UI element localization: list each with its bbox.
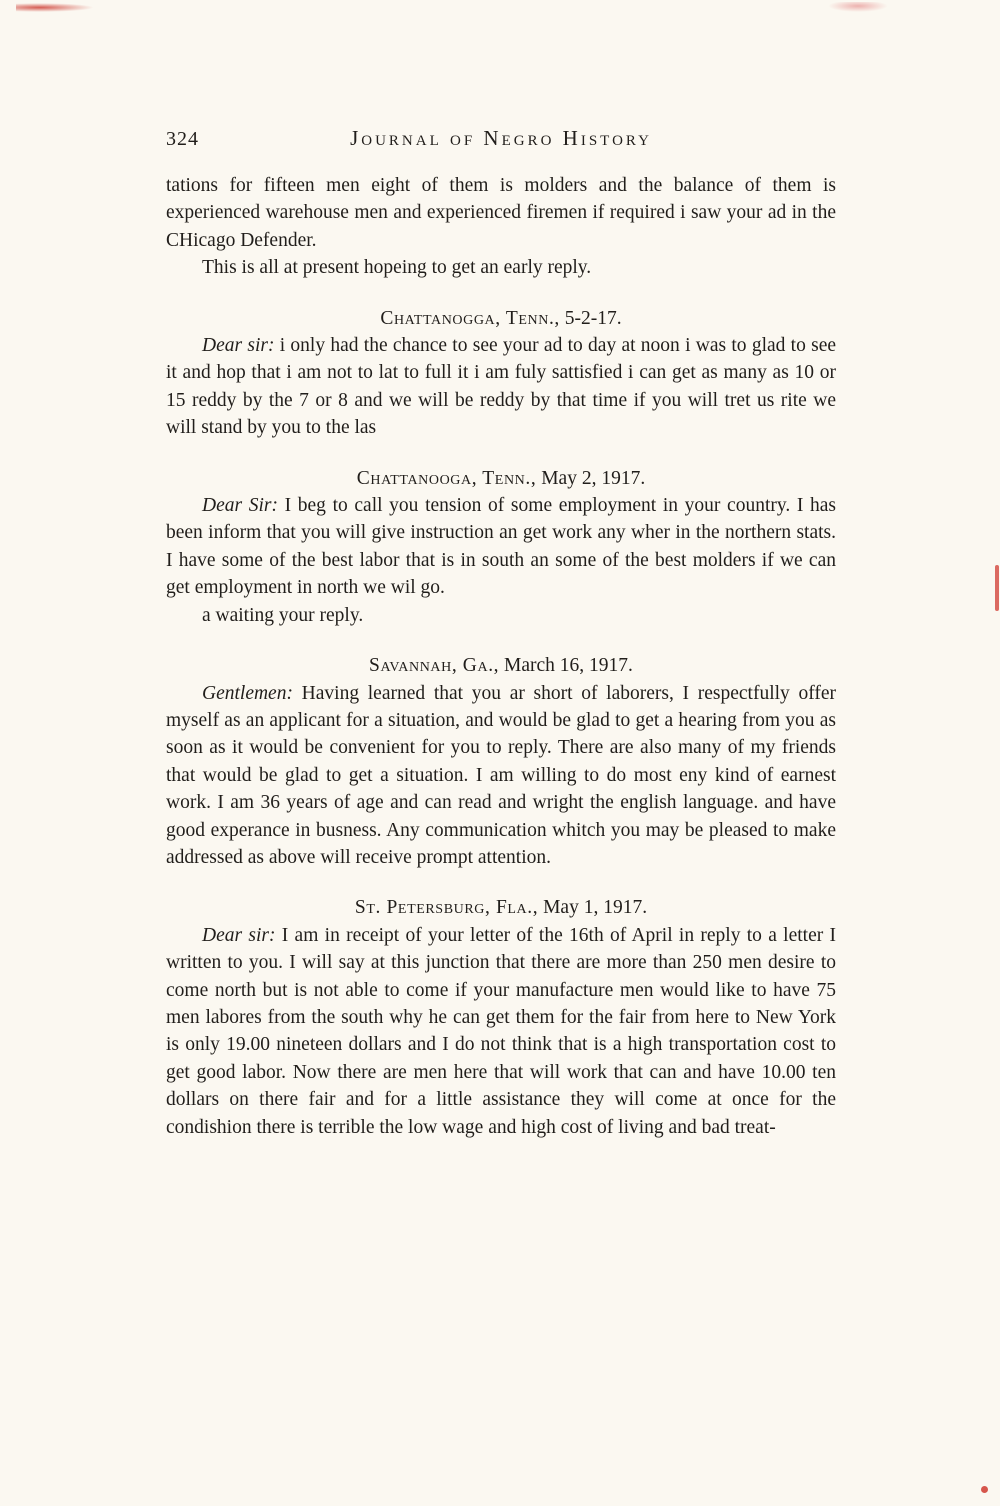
paragraph-text: a waiting your reply.	[202, 604, 364, 626]
letter-paragraph	[166, 922, 836, 1141]
page-header	[166, 126, 836, 156]
salutation: Dear sir:	[202, 924, 276, 946]
paragraph-text: i only had the chance to see your ad to day at noon i was to glad to see it and hop that i am not to lat to full it i am fuly sattisfied i can get as many as 10 or 15 reddy by the 7 or 8 and we will be reddy by that time if you will tret us rite we will stand by you to the las	[166, 335, 837, 439]
salutation: Gentlemen:	[202, 682, 293, 704]
letter-paragraph	[166, 492, 836, 602]
salutation: Dear Sir:	[202, 495, 278, 517]
letter-paragraph	[166, 602, 836, 629]
paragraph-text: I beg to call you tension of some employment in your country. I has been inform that you will give instruction an get work any wher in the northern stats. I have some of the best labor that is in south an some of the best molders if we can get employment in north we wil go.	[166, 495, 837, 599]
letter-dateline	[166, 894, 836, 921]
letter-dateline	[166, 652, 836, 679]
letter-paragraph	[166, 254, 836, 281]
running-title: Journal of Negro History	[350, 126, 652, 150]
letter-dateline	[166, 465, 836, 492]
scan-artifact-bottom-right	[981, 1486, 988, 1493]
page-number: 324	[166, 128, 199, 150]
letter-paragraph	[166, 680, 836, 872]
letters-container	[166, 172, 836, 1141]
dateline-place: St. Petersburg, Fla.,	[354, 897, 539, 919]
letter-paragraph	[166, 172, 836, 254]
dateline-date: May 1, 1917.	[538, 897, 648, 919]
paragraph-text: I am in receipt of your letter of the 16th of April in reply to a letter I written to you. I will say at this junction that there are more than 250 men desire to come north but is not able to come if your manufacture men would like to have 75 men labores from the south why he can get them for the fair from here to New York is only 19.00 nineteen dollars and I do not think that is a high transportation cost to get good labor. Now there are men here that will work that can and have 10.00 ten dollars on there fair and for a little assistance they will come at once for the condishion there is terrible the low wage and high cost of living and bad treat-	[166, 924, 836, 1138]
dateline-place: Savannah, Ga.,	[369, 655, 500, 677]
dateline-place: Chattanogga, Tenn.,	[380, 307, 560, 329]
letter-paragraph	[166, 332, 836, 442]
paragraph-text: Having learned that you ar short of laborers, I respectfully offer myself as an applicant for a situation, and would be glad to get a hearing from you as soon as it would be convenient for you to reply. There are also many of my friends that would be glad to get a situation. I am willing to do most eny kind of earnest work. I am 36 years of age and can read and wright the english language. and have good experance in busness. Any communication whitch you may be pleased to make addressed as above will receive prompt attention.	[166, 682, 837, 868]
salutation: Dear sir:	[202, 335, 275, 357]
letter-dateline	[166, 305, 836, 332]
dateline-date: March 16, 1917.	[499, 655, 633, 677]
paragraph-text: This is all at present hopeing to get an early reply.	[202, 257, 592, 279]
paragraph-text: tations for fifteen men eight of them is molders and the balance of them is experienced warehouse men and experienced firemen if required i saw your ad in the CHicago Defender.	[166, 175, 836, 251]
dateline-date: 5-2-17.	[559, 307, 622, 329]
dateline-place: Chattanooga, Tenn.,	[356, 467, 537, 489]
dateline-date: May 2, 1917.	[536, 467, 646, 489]
